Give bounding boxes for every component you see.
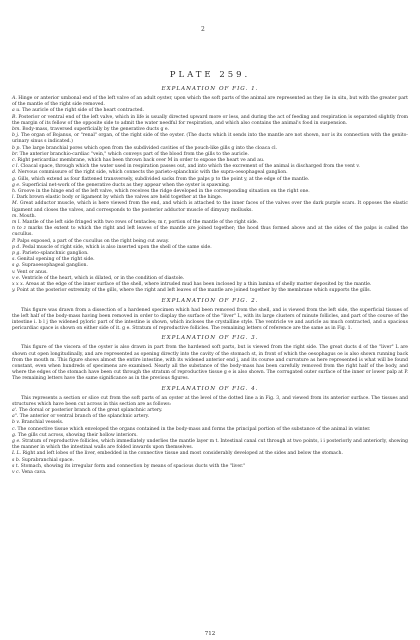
legend-text: Stomach, showing its irregular form and connection by means of spacious ducts with the "liver." [20,463,246,469]
fig4-heading: EXPLANATION OF FIG. 4. [161,385,259,392]
legend-text: The dorsal or posterior branch of the great splanchnic artery. [18,407,163,413]
legend-text: Parieto-splanchnic ganglion. [22,251,89,257]
legend-label: bm. [12,127,21,133]
legend-label: b p. [12,145,21,151]
legend-label: v e. [12,275,21,281]
legend-label: g e. [12,438,21,444]
legend-text: Great adductor muscle, which is here viewed from the end, and which is attached to the inner faces of the valves over the dark purple scars. It opposes the elastic ligament and closes the valves, and corresponds to the posterior adductor muscle of dimyary mollusks. [12,201,408,213]
fig4-intro: This represents a section or slice cut from the soft parts of an oyster at the level of the dotted line a in Fig. 3, and viewed from its anterior surface. The tissues and structures which have been cut across in this section are as follows: [12,395,408,407]
legend-label: a'. [12,407,18,413]
legend-label: h. [12,189,17,195]
legend-label: b v. [12,420,20,426]
legend-entry [12,226,408,238]
legend-text: The large branchial pores which open from the subdivided cavities of the pouch-like gills g into the cloaca cl. [22,145,278,151]
legend-entry [12,96,408,108]
legend-label: M. [12,201,19,207]
legend-text: Stratum of reproductive follicles, which immediately underlies the mantle layer m t. Intestinal canal cut through at two points, i i posteriorly and anteriorly, showing the manner in which the intestinal walls are folded inwards upon themselves. [12,438,408,451]
legend-text: Areas at the edge of the inner surface of the shell, where intruded mud has been inclosed by a thin lamina of shelly matter deposited by the mantle. [25,282,372,288]
legend-text: Groove in the hinge end of the left valve, which receives the ridge developed in the corresponding situation on the right one. [17,189,310,195]
legend-label: c. [12,426,17,432]
legend-label: s. [12,257,16,263]
legend-text: Supraoesophageal ganglion. [21,263,88,269]
legend-label: P. [12,238,16,244]
legend-text: The connective tissue which enveloped the organs contained in the body-mass and forms the principal portion of the substance of the animal in winter. [17,426,371,432]
legend-text: The gills cut across, showing their hollow interiors. [17,432,138,438]
legend-entry [12,133,408,145]
legend-text: Palps exposed, a part of the cucullus on the right being cut away. [17,238,170,244]
legend-label: v c. [12,469,21,475]
fig1-heading: EXPLANATION OF FIG. 1. [161,86,259,92]
fig4-entries [12,408,408,476]
legend-entry [12,288,408,294]
top-mark: 2 [201,26,205,33]
legend-label: l. [12,195,15,201]
legend-label: x x x. [12,282,25,288]
legend-label: d. [12,170,17,176]
legend-label: g. [12,432,17,438]
legend-text: Body-mass, traversed superficially by the generative ducts g e. [22,127,170,133]
legend-text: Posterior or ventral end of the left valve, which in life is usually directed upward more or less, and during the act of feeding and respiration is separated slightly from the margin of its fellow of the opposite side to admit the water needful for respiration, and which also contains the animal's food in suspension. [12,114,408,126]
page-number: 712 [204,631,216,637]
legend-text: Mouth. [19,213,36,219]
legend-text: Gills, which extend as four flattened transversely, subdivided sacks from the palps p to the point y, at the edge of the mantle. [17,176,310,182]
legend-label: B. [12,114,17,120]
legend-label: br. [12,151,19,157]
legend-entry [12,439,408,451]
legend-text: The anterior branchio-cardiac "vein," which conveys part of the blood from the gills to the auricle. [19,151,249,157]
legend-text: Right pericardiac membrane, which has been thrown back over M in order to expose the heart ve and au. [17,158,265,164]
legend-text: Branchial vessels. [21,420,64,426]
legend-label: s t. [12,463,20,469]
legend-entry [12,115,408,127]
legend-entry [12,470,408,476]
legend-label: p g. [12,251,21,257]
legend-label: a". [12,414,19,420]
fig3-heading: EXPLANATION OF FIG. 3. [161,335,259,342]
legend-text: Vena cava. [21,469,47,475]
legend-text: Dark brown elastic body or ligament by which the valves are held together at the hinge. [16,195,223,201]
legend-label: c l. [12,164,19,170]
fig3-paragraph: This figure of the viscera of the oyster is also drawn in part from the hardened soft parts, but is viewed from the right side. The great ducts d of the "liver" L are shown cut open longitudinally, and are represented as opening directly into the cavity of the stomach st, in front of which the oesophagus oe is also shown running back from the mouth m. This figure shows almost the entire intestine, with its widened anterior end j, and its course and curvature as here represented is what will be found constant, even when hundreds of specimens are examined. Nearly all the substance of the body-mass has been carefully removed from the right half of the body, and where the edges of the stomach have been cut through the stratum of reproductive tissue g e is also shown. The corrugated outer surface of the inner or lower palp at P. The remaining letters have the same significance as in the previous figures. [12,345,408,382]
legend-text: The auricle of the right side of the heart contracted. [22,108,145,114]
legend-label: g e. [12,182,21,188]
legend-label: L L. [12,451,22,457]
legend-label: v. [12,269,16,275]
legend-label: m l. [12,220,21,226]
legend-label: y. [12,288,16,294]
fig1-entries [12,96,408,295]
legend-entry [12,201,408,213]
legend-label: n to z [12,226,27,232]
legend-label: c. [12,158,17,164]
legend-label: g. [12,176,17,182]
legend-text: The organ of Bojanus, or "renal" organ, of the right side of the oyster. (The ducts which it sends into the mantle are not shown, nor is its connection with the genito-urinary sinus s indicated.) [12,133,408,145]
legend-text: Hinge or anterior umbonal end of the left valve of an adult oyster, upon which the soft parts of the animal are represented as they lie in situ, but with the greater part of the mantle of the right side removed. [12,96,408,108]
legend-text: Suprabranchial space. [21,457,74,463]
legend-text: Genital opening of the right side. [17,257,95,263]
legend-text: The anterior or ventral branch of the splanchnic artery. [19,414,150,420]
legend-label: A. [12,96,17,101]
legend-text: Ventricle of the heart, which is dilated, or in the condition of diastole. [21,275,185,281]
legend-label: s b. [12,457,21,463]
legend-text: Vent or anus. [16,269,48,275]
legend-text: Pedal muscle of right side, which is also inserted upon the shell of the same side. [22,244,212,250]
legend-label: m. [12,213,18,219]
legend-label: s g. [12,263,21,269]
plate-title: PLATE 259. [169,70,251,80]
legend-text: Nervous commissure of the right side, which connects the parieto-splanchnic with the supra-oesophageal ganglion. [17,170,288,176]
legend-text: Point at the posterior extremity of the gills, where the right and left leaves of the mantle are joined together by the membrane which supports the gills. [16,288,372,294]
fig2-heading: EXPLANATION OF FIG. 2. [161,297,259,304]
legend-label: p d. [12,244,21,250]
legend-text: Superficial net-work of the generative ducts as they appear when the oyster is spawning. [22,182,231,188]
legend-label: b j. [12,133,20,139]
legend-text: Cloacal space, through which the water used in respiration passes out, and into which the excrement of the animal is discharged from the vent v. [20,164,360,170]
legend-label: a u. [12,108,21,114]
legend-text: marks the extent to which the right and left leaves of the mantle are joined together; the hood thus formed above and at the sides of the palps is called the cucullus. [12,226,408,238]
legend-text: Right and left lobes of the liver, embedded in the connective tissue and most considerably developed at the sides and below the stomach. [22,451,343,457]
legend-text: Mantle of the left side fringed with two rows of tentacles; m r, portion of the mantle of the right side. [22,220,259,226]
fig2-paragraph: This figure was drawn from a dissection of a hardened specimen which had been removed from the shell, and is viewed from the left side, the superficial tissues of the left half of the body-mass having been removed in order to display the surface of the "liver" L, with its large clusters of minute follicles, and part of the course of the intestine i. b l j the widened pyloric part of the intestine is shown, which incloses the crystalline style. The ventricle ve and auricle au much contracted, and a spacious pericardiac space is shown on either side of it. g e. Stratum of reproductive follicles. The remaining letters of reference are the same as in Fig. 1. [12,307,408,332]
